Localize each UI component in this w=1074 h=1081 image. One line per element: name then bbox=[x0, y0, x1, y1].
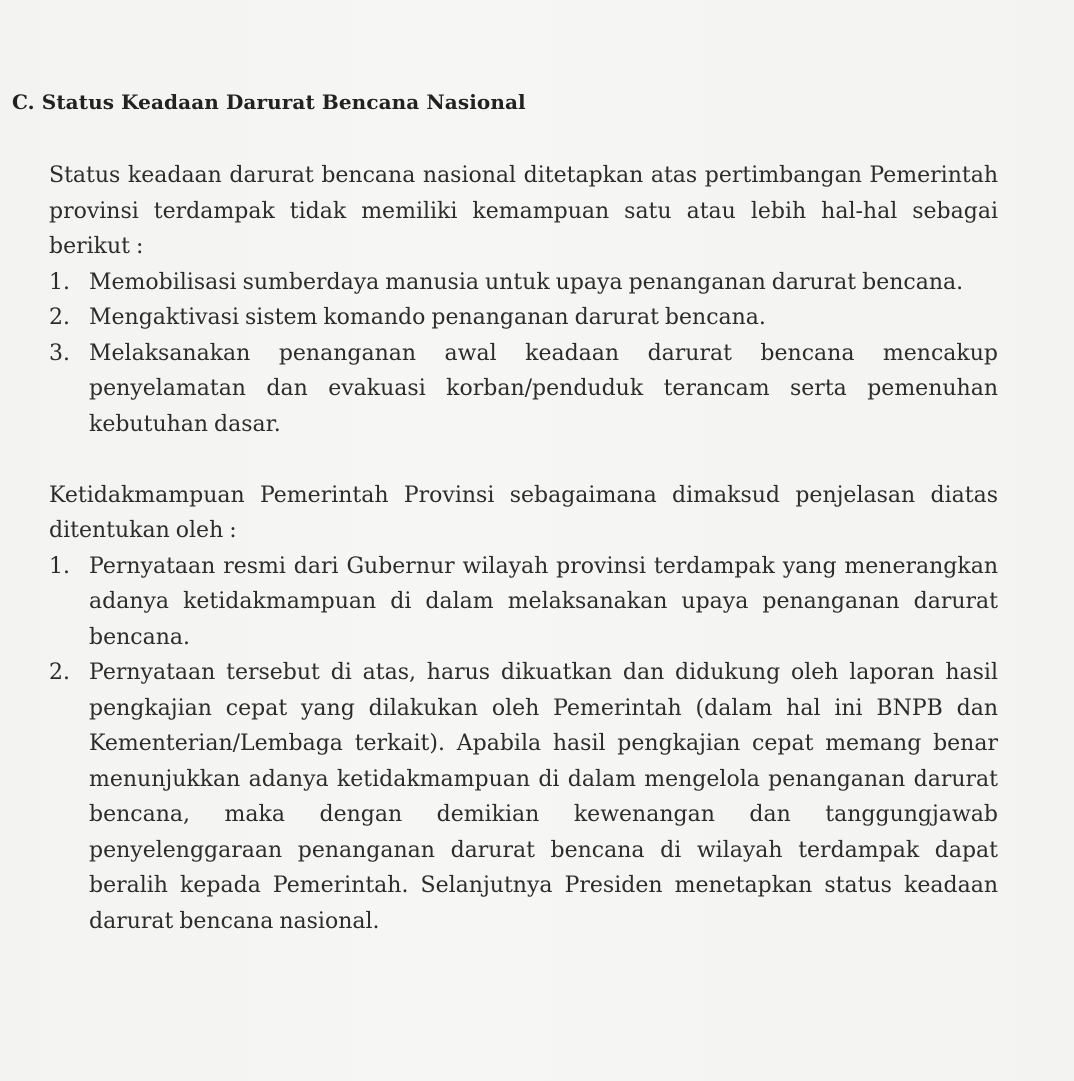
list-item-text: Pernyataan tersebut di atas, harus dikuatkan dan didukung oleh laporan hasil pengkajian cepat yang dilakukan oleh Pemerintah (dalam hal ini BNPB dan Kementerian/Lembaga terkait). Apabila hasil pengkajian cepat memang benar menunjukkan adanya ketidakmampuan di dalam mengelola penanganan darurat bencana, maka dengan demikian kewenangan dan tanggungjawab penyelenggaraan penanganan darurat bencana di wilayah terdampak dapat beralih kepada Pemerintah. Selanjutnya Presiden menetapkan status keadaan darurat bencana nasional. bbox=[89, 660, 998, 934]
list-item-number: 1. bbox=[49, 553, 70, 579]
inability-list bbox=[49, 549, 998, 940]
list-item bbox=[49, 655, 998, 939]
intro-list bbox=[49, 265, 998, 443]
section-body bbox=[49, 158, 998, 939]
list-item bbox=[49, 336, 998, 443]
list-item bbox=[49, 549, 998, 656]
intro-paragraph: Status keadaan darurat bencana nasional ditetapkan atas pertimbangan Pemerintah provinsi terdampak tidak memiliki kemampuan satu atau lebih hal-hal sebagai berikut : bbox=[49, 163, 998, 259]
list-item bbox=[49, 300, 998, 336]
list-item-number: 3. bbox=[49, 340, 70, 366]
list-item-number: 2. bbox=[49, 660, 70, 685]
list-item bbox=[49, 265, 998, 301]
list-item-number: 2. bbox=[49, 305, 70, 330]
section-heading: C. Status Keadaan Darurat Bencana Nasional bbox=[12, 90, 526, 114]
inability-paragraph: Ketidakmampuan Pemerintah Provinsi sebagaimana dimaksud penjelasan diatas ditentukan oleh : bbox=[49, 482, 998, 543]
list-item-text: Melaksanakan penanganan awal keadaan darurat bencana mencakup penyelamatan dan evakuasi korban/penduduk terancam serta pemenuhan kebutuhan dasar. bbox=[89, 340, 998, 437]
list-item-text: Memobilisasi sumberdaya manusia untuk upaya penanganan darurat bencana. bbox=[89, 269, 964, 295]
list-item-number: 1. bbox=[49, 269, 70, 295]
list-item-text: Mengaktivasi sistem komando penanganan darurat bencana. bbox=[89, 305, 766, 330]
list-item-text: Pernyataan resmi dari Gubernur wilayah provinsi terdampak yang menerangkan adanya ketidakmampuan di dalam melaksanakan upaya penanganan darurat bencana. bbox=[89, 553, 998, 650]
